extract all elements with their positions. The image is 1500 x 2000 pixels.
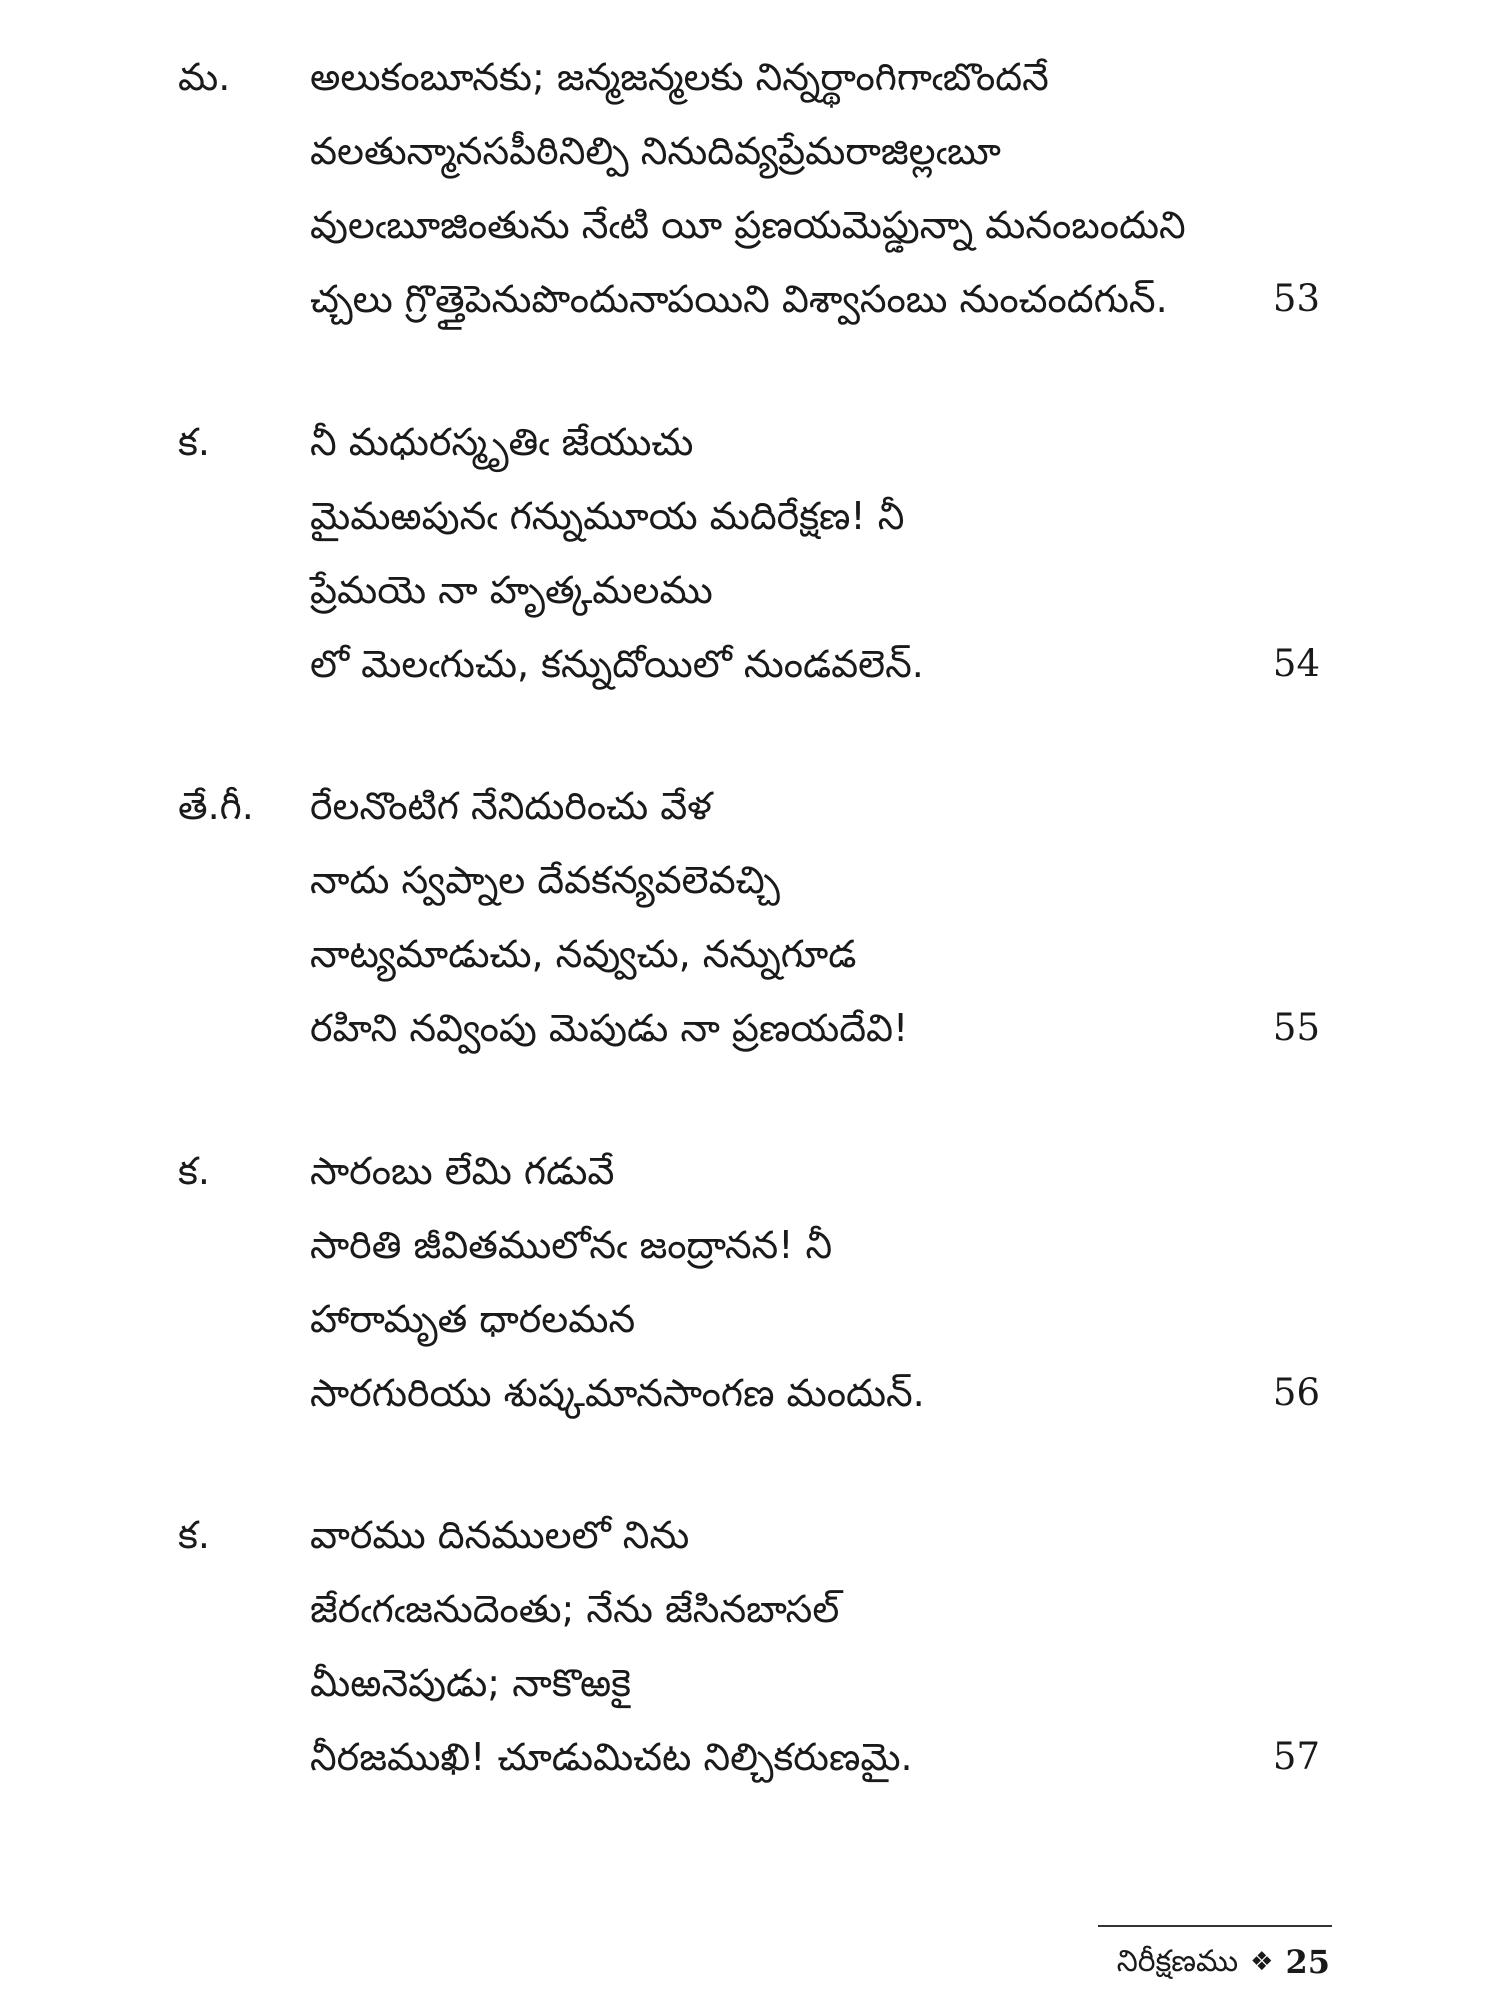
verse-line: మీఱనెపుడు; నాకొఱకై	[310, 1661, 632, 1705]
ornament-icon: ❖	[1250, 1947, 1274, 1977]
verse-line: సారితి జీవితములోనఁ జంద్రానన! నీ	[310, 1223, 833, 1267]
verse-line: వలతున్మానసపీఠినిల్పి నినుదివ్యప్రేమరాజిల్లఁబూ	[310, 129, 1001, 173]
verse-line: మైమఱపునఁ గన్నుమూయ మదిరేక్షణ! నీ	[310, 494, 905, 538]
verse-number: 54	[1272, 642, 1320, 685]
verse-line: వారము దినములలో నిను	[310, 1513, 690, 1557]
verse-line: రహిని నవ్వింపు మెపుడు నా ప్రణయదేవి!	[310, 1006, 909, 1050]
verse-line: నీరజముఖి! చూడుమిచట నిల్చికరుణమై.	[310, 1735, 913, 1779]
page-footer	[1117, 1944, 1330, 1980]
running-title: నిరీక్షణము	[1116, 1944, 1239, 1979]
verse-line: రేలనొంటిగ నేనిదురించు వేళ	[310, 784, 712, 828]
verse-line: వులఁబూజింతును నేఁటి యీ ప్రణయమెప్డున్నా మనంబందుని	[310, 203, 1186, 247]
verse-line: ప్రేమయె నా హృత్కమలము	[310, 568, 713, 612]
verse-meter: క.	[178, 420, 210, 464]
verse-meter: క.	[178, 1513, 210, 1557]
verse-number: 53	[1272, 277, 1320, 320]
verse-line: నాదు స్వప్నాల దేవకన్యవలెవచ్చి	[310, 858, 780, 902]
verse-line: సారగురియు శుష్కమానసాంగణ మందున్.	[310, 1371, 925, 1415]
verse-meter: క.	[178, 1149, 210, 1193]
verse-line: అలుకంబూనకు; జన్మజన్మలకు నిన్నర్థాంగిగాఁబొందనే	[310, 55, 1049, 99]
verse-number: 55	[1272, 1006, 1320, 1049]
verse-line: చ్చలు గ్రొత్తైపెనుపొందునాపయిని విశ్వాసంబు నుంచందగున్.	[310, 277, 1168, 321]
verse-line: సారంబు లేమి గడువే	[310, 1149, 615, 1193]
verse-meter: తే.గీ.	[178, 784, 254, 828]
footer-rule	[1098, 1925, 1332, 1927]
verse-line: నీ మధురస్మృతిఁ జేయుచు	[310, 420, 694, 464]
verse-line: జేరఁగఁజనుదెంతు; నేను జేసినబాసల్	[310, 1587, 840, 1631]
verse-line: హారామృత ధారలమన	[310, 1297, 636, 1341]
verse-number: 56	[1272, 1371, 1320, 1414]
verse-meter: మ.	[178, 55, 231, 99]
verse-line: నాట్యమాడుచు, నవ్వుచు, నన్నుగూడ	[310, 932, 857, 976]
page-number: 25	[1285, 1943, 1330, 1981]
verse-number: 57	[1272, 1735, 1320, 1778]
verse-line: లో మెలఁగుచు, కన్నుదోయిలో నుండవలెన్.	[310, 642, 924, 686]
